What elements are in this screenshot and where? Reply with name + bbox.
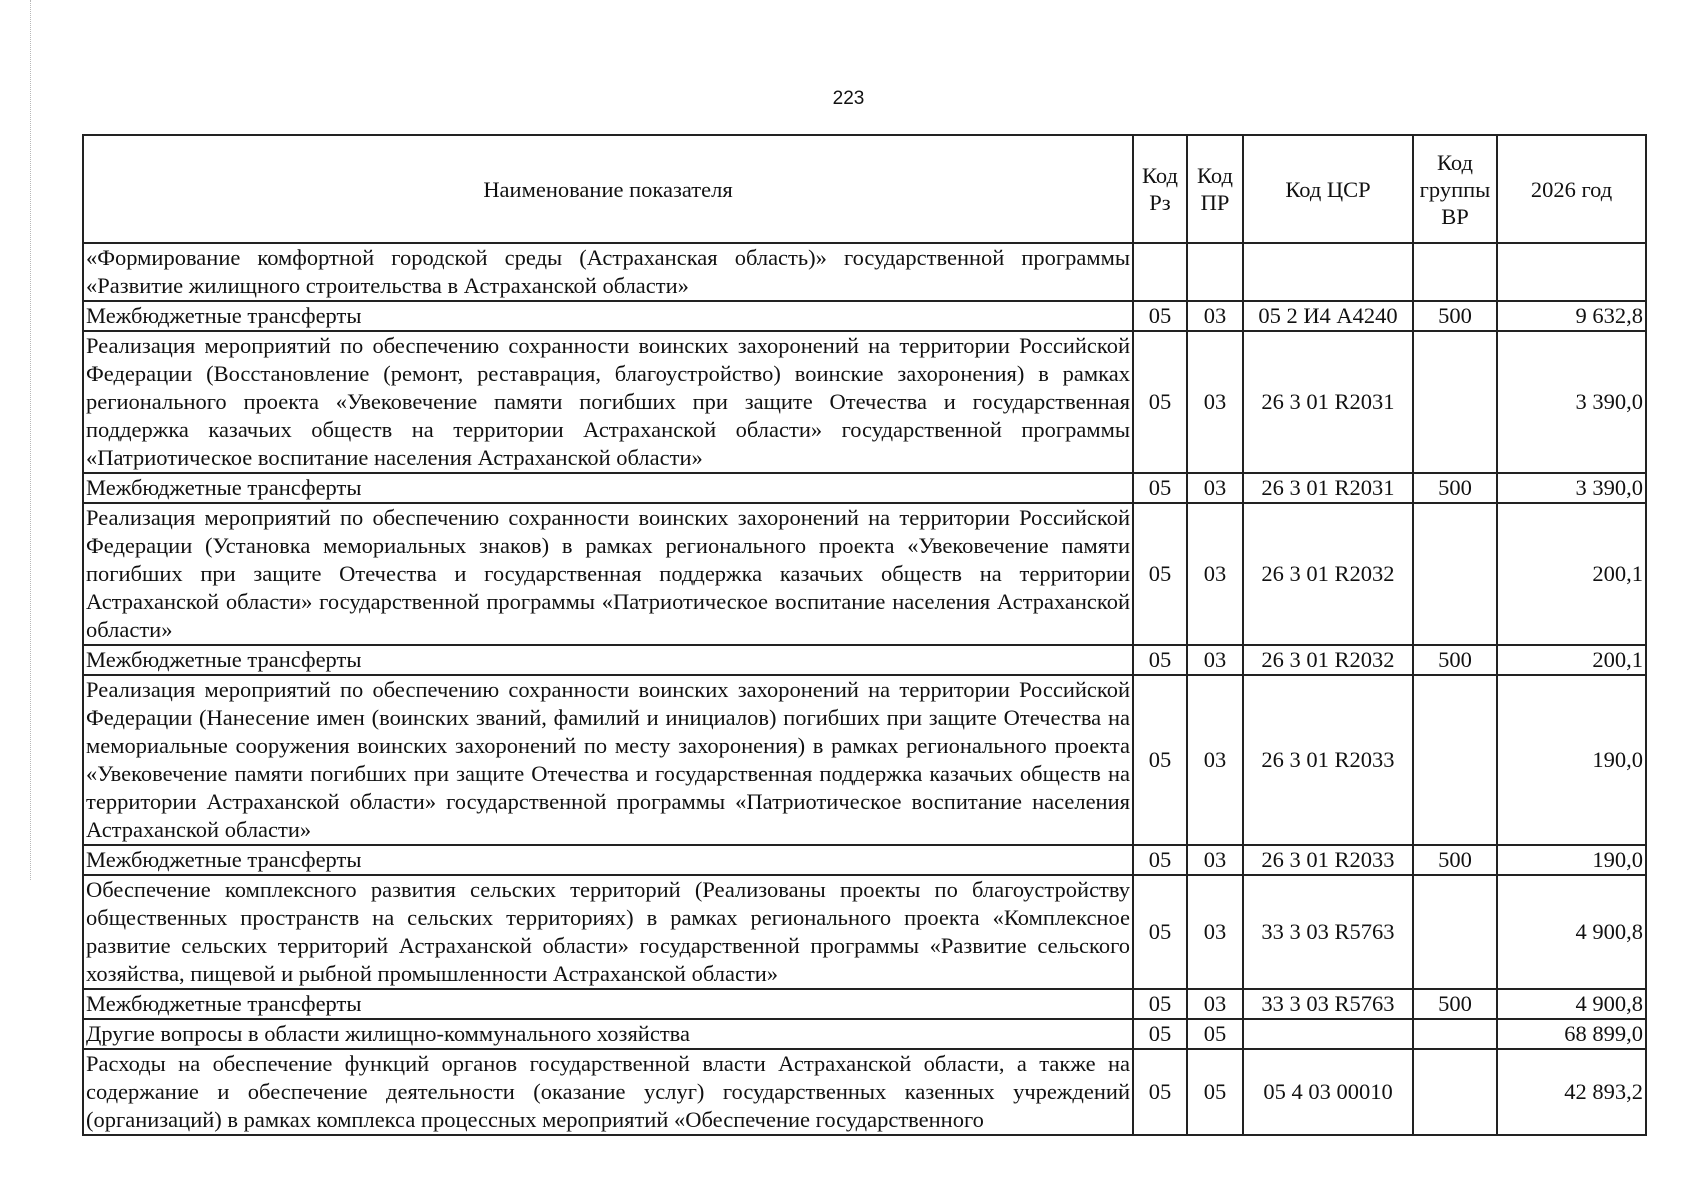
row-name: Реализация мероприятий по обеспечению сохранности воинских захоронений на территории Российской Федерации (Нанесение имен (воинских званий, фамилий и инициалов) погибших при защите Отечества на мемориальные сооружения воинских захоронений по месту захоронения) в рамках регионального проекта «Увековечение памяти погибших при защите Отечества и государственная поддержка казачьих обществ на территории Астраханской области» государственной программы «Патриотическое воспитание населения Астраханской области» [83,675,1133,845]
row-pr: 03 [1187,301,1243,331]
row-pr: 03 [1187,331,1243,473]
row-amount: 42 893,2 [1497,1049,1646,1135]
row-vr [1413,1019,1497,1049]
row-amount: 200,1 [1497,645,1646,675]
row-amount: 4 900,8 [1497,989,1646,1019]
table-row [83,1019,1646,1049]
table-row [83,243,1646,301]
row-pr: 05 [1187,1019,1243,1049]
row-amount [1497,243,1646,301]
table-row [83,331,1646,473]
row-csr: 26 3 01 R2033 [1243,675,1413,845]
row-amount: 3 390,0 [1497,331,1646,473]
table-row [83,301,1646,331]
row-rz: 05 [1133,503,1187,645]
row-vr [1413,1049,1497,1135]
row-vr: 500 [1413,645,1497,675]
row-csr: 26 3 01 R2032 [1243,503,1413,645]
row-pr: 03 [1187,845,1243,875]
row-name: «Формирование комфортной городской среды (Астраханская область)» государственной программы «Развитие жилищного строительства в Астраханской области» [83,243,1133,301]
row-rz: 05 [1133,1049,1187,1135]
row-name: Реализация мероприятий по обеспечению сохранности воинских захоронений на территории Российской Федерации (Установка мемориальных знаков) в рамках регионального проекта «Увековечение памяти погибших при защите Отечества и государственная поддержка казачьих обществ на территории Астраханской области» государственной программы «Патриотическое воспитание населения Астраханской области» [83,503,1133,645]
row-amount: 3 390,0 [1497,473,1646,503]
row-pr [1187,243,1243,301]
row-pr: 03 [1187,503,1243,645]
table-row [83,675,1646,845]
row-vr [1413,675,1497,845]
row-name: Межбюджетные трансферты [83,473,1133,503]
row-rz: 05 [1133,301,1187,331]
row-name: Расходы на обеспечение функций органов государственной власти Астраханской области, а также на содержание и обеспечение деятельности (оказание услуг) государственных казенных учреждений (организаций) в рамках комплекса процессных мероприятий «Обеспечение государственного [83,1049,1133,1135]
header-year: 2026 год [1497,135,1646,243]
row-rz: 05 [1133,845,1187,875]
header-csr: Код ЦСР [1243,135,1413,243]
row-vr [1413,331,1497,473]
row-csr [1243,1019,1413,1049]
row-pr: 03 [1187,875,1243,989]
scan-margin-line [30,0,31,880]
row-name: Обеспечение комплексного развития сельских территорий (Реализованы проекты по благоустройству общественных пространств на сельских территориях) в рамках регионального проекта «Комплексное развитие сельских территорий Астраханской области» государственной программы «Развитие сельского хозяйства, пищевой и рыбной промышленности Астраханской области» [83,875,1133,989]
header-pr: Код ПР [1187,135,1243,243]
row-amount: 200,1 [1497,503,1646,645]
row-pr: 03 [1187,473,1243,503]
row-csr: 05 2 И4 А4240 [1243,301,1413,331]
row-csr: 26 3 01 R2031 [1243,331,1413,473]
row-amount: 190,0 [1497,675,1646,845]
row-amount: 68 899,0 [1497,1019,1646,1049]
row-rz: 05 [1133,875,1187,989]
row-rz [1133,243,1187,301]
row-vr [1413,503,1497,645]
page-number: 223 [832,88,865,109]
row-pr: 03 [1187,989,1243,1019]
row-name: Межбюджетные трансферты [83,301,1133,331]
row-name: Реализация мероприятий по обеспечению сохранности воинских захоронений на территории Российской Федерации (Восстановление (ремонт, реставрация, благоустройство) воинские захоронения) в рамках регионального проекта «Увековечение памяти погибших при защите Отечества и государственная поддержка казачьих обществ на территории Астраханской области» государственной программы «Патриотическое воспитание населения Астраханской области» [83,331,1133,473]
row-pr: 03 [1187,675,1243,845]
header-vr: Код группы ВР [1413,135,1497,243]
row-csr: 33 3 03 R5763 [1243,875,1413,989]
header-rz: Код Рз [1133,135,1187,243]
row-amount: 4 900,8 [1497,875,1646,989]
row-rz: 05 [1133,1019,1187,1049]
row-name: Другие вопросы в области жилищно-коммунального хозяйства [83,1019,1133,1049]
row-csr: 26 3 01 R2032 [1243,645,1413,675]
row-name: Межбюджетные трансферты [83,645,1133,675]
row-csr: 26 3 01 R2031 [1243,473,1413,503]
row-csr [1243,243,1413,301]
row-name: Межбюджетные трансферты [83,989,1133,1019]
table-row [83,645,1646,675]
header-name: Наименование показателя [83,135,1133,243]
row-vr [1413,875,1497,989]
row-name: Межбюджетные трансферты [83,845,1133,875]
table-header-row [83,135,1646,243]
table-row [83,875,1646,989]
row-csr: 05 4 03 00010 [1243,1049,1413,1135]
row-pr: 05 [1187,1049,1243,1135]
row-rz: 05 [1133,473,1187,503]
budget-table [82,134,1647,1136]
row-rz: 05 [1133,989,1187,1019]
row-csr: 33 3 03 R5763 [1243,989,1413,1019]
row-pr: 03 [1187,645,1243,675]
table-row [83,473,1646,503]
table-row [83,845,1646,875]
row-vr [1413,243,1497,301]
row-rz: 05 [1133,675,1187,845]
row-vr: 500 [1413,989,1497,1019]
row-amount: 190,0 [1497,845,1646,875]
row-rz: 05 [1133,331,1187,473]
row-vr: 500 [1413,845,1497,875]
table-row [83,1049,1646,1135]
table-row [83,503,1646,645]
row-amount: 9 632,8 [1497,301,1646,331]
row-rz: 05 [1133,645,1187,675]
row-csr: 26 3 01 R2033 [1243,845,1413,875]
row-vr: 500 [1413,301,1497,331]
row-vr: 500 [1413,473,1497,503]
table-row [83,989,1646,1019]
